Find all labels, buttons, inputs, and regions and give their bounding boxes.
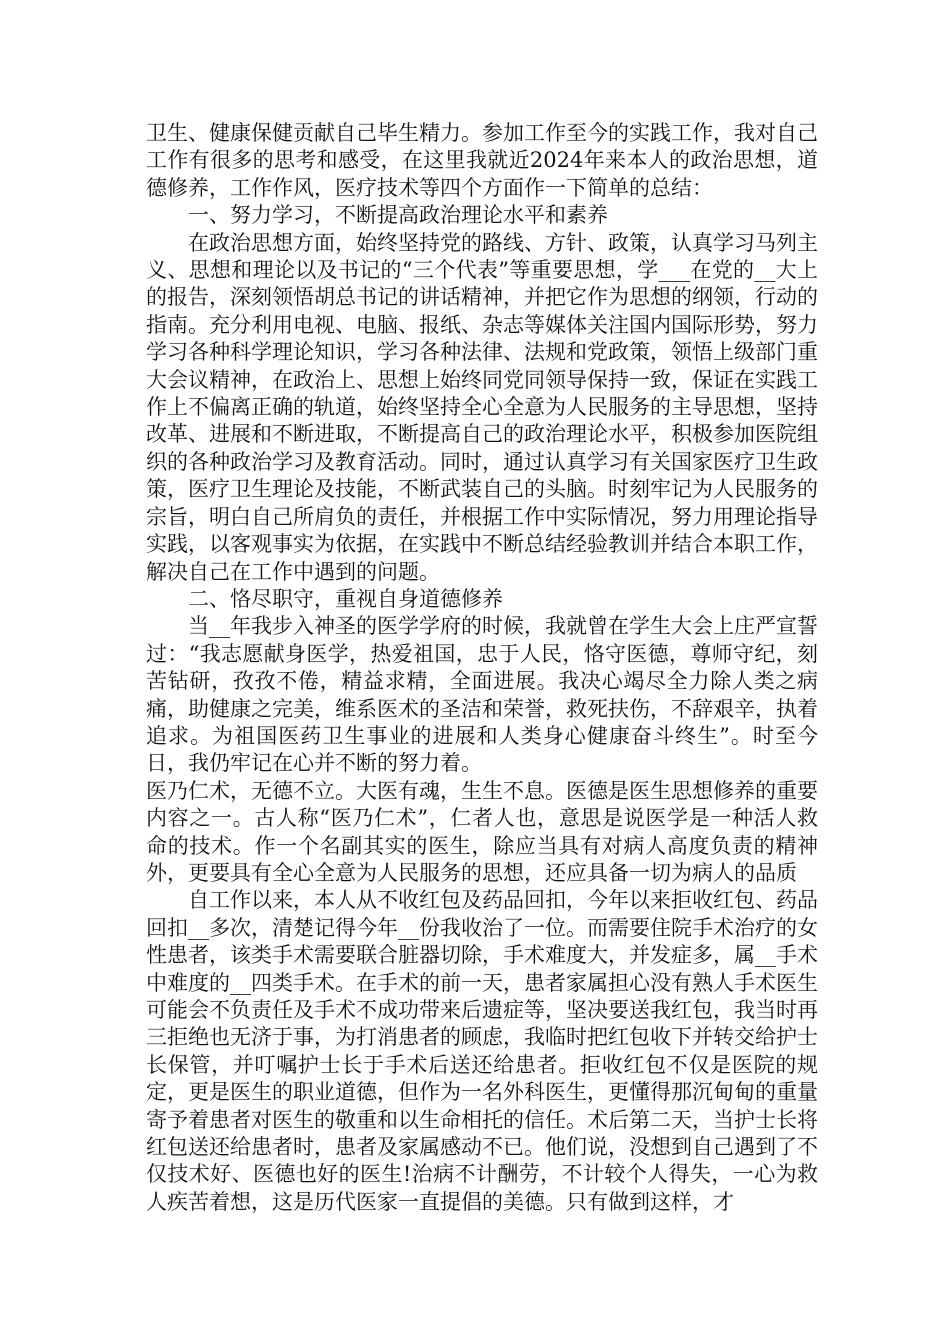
paragraph-red-envelope: 自工作以来，本人从不收红包及药品回扣，今年以来拒收红包、药品回扣__多次，清楚记得今年__份我收治了一位。而需要住院手术治疗的女性患者，该类手术需要联合脏器切除，手术难度大，并发症多，属__手术中难度的__四类手术。在手术的前一天，患者家属担心没有熟人手术医生可能会不负责任及手术不成功带来后遗症等，坚决要送我红包，我当时再三拒绝也无济于事，为打消患者的顾虑，我临时把红包收下并转交给护士长保管，并叮嘱护士长于手术后送还给患者。拒收红包不仅是医院的规定，更是医生的职业道德，但作为一名外科医生，更懂得那沉甸甸的重量寄予着患者对医生的敬重和以生命相托的信任。术后第二天，当护士长将红包送还给患者时，患者及家属感动不已。他们说，没想到自己遇到了不仅技术好、医德也好的医生!治病不计酬劳，不计较个人得失，一心为救人疾苦着想，这是历代医家一直提倡的美德。只有做到这样，才 (146, 888, 818, 1214)
paragraph-oath: 当__年我步入神圣的医学学府的时候，我就曾在学生大会上庄严宣誓过：“我志愿献身医学，热爱祖国，忠于人民，恪守医德，尊师守纪，刻苦钻研，孜孜不倦，精益求精，全面进展。我决心竭尽全力除人类之病痛，助健康之完美，维系医术的圣洁和荣誉，救死扶伤，不辞艰辛，执着追求。为祖国医药卫生事业的进展和人类身心健康奋斗终生”。时至今日，我仍牢记在心并不断的努力着。 (146, 614, 818, 776)
section-heading-2: 二、恪尽职守，重视自身道德修养 (188, 586, 503, 611)
document-page (146, 120, 818, 1216)
paragraph-intro: 卫生、健康保健贡献自己毕生精力。参加工作至今的实践工作，我对自己工作有很多的思考和感受，在这里我就近2024年来本人的政治思想，道德修养，工作作风，医疗技术等四个方面作一下简单的总结： (146, 121, 818, 200)
section-heading-1: 一、努力学习，不断提高政治理论水平和素养 (188, 203, 608, 228)
paragraph-political-thought: 在政治思想方面，始终坚持党的路线、方针、政策，认真学习马列主义、思想和理论以及书记的“三个代表”等重要思想，学___在党的__大上的报告，深刻领悟胡总书记的讲话精神，并把它作为思想的纲领，行动的指南。充分利用电视、电脑、报纸、杂志等媒体关注国内国际形势，努力学习各种科学理论知识，学习各种法律、法规和党政策，领悟上级部门重大会议精神，在政治上、思想上始终同党同领导保持一致，保证在实践工作上不偏离正确的轨道，始终坚持全心全意为人民服务的主导思想，坚持改革、进展和不断进取，不断提高自己的政治理论水平，积极参加医院组织的各种政治学习及教育活动。同时，通过认真学习有关国家医疗卫生政策，医疗卫生理论及技能，不断武装自己的头脑。时刻牢记为人民服务的宗旨，明白自己所肩负的责任，并根据工作中实际情况，努力用理论指导实践，以客观事实为依据，在实践中不断总结经验教训并结合本职工作，解决自己在工作中遇到的问题。 (146, 230, 818, 584)
paragraph-medical-ethics: 医乃仁术，无德不立。大医有魂，生生不息。医德是医生思想修养的重要内容之一。古人称“医乃仁术”，仁者人也，意思是说医学是一种活人救命的技术。作一个名副其实的医生，除应当具有对病人高度负责的精神外，更要具有全心全意为人民服务的思想，还应具备一切为病人的品质 (146, 778, 818, 885)
